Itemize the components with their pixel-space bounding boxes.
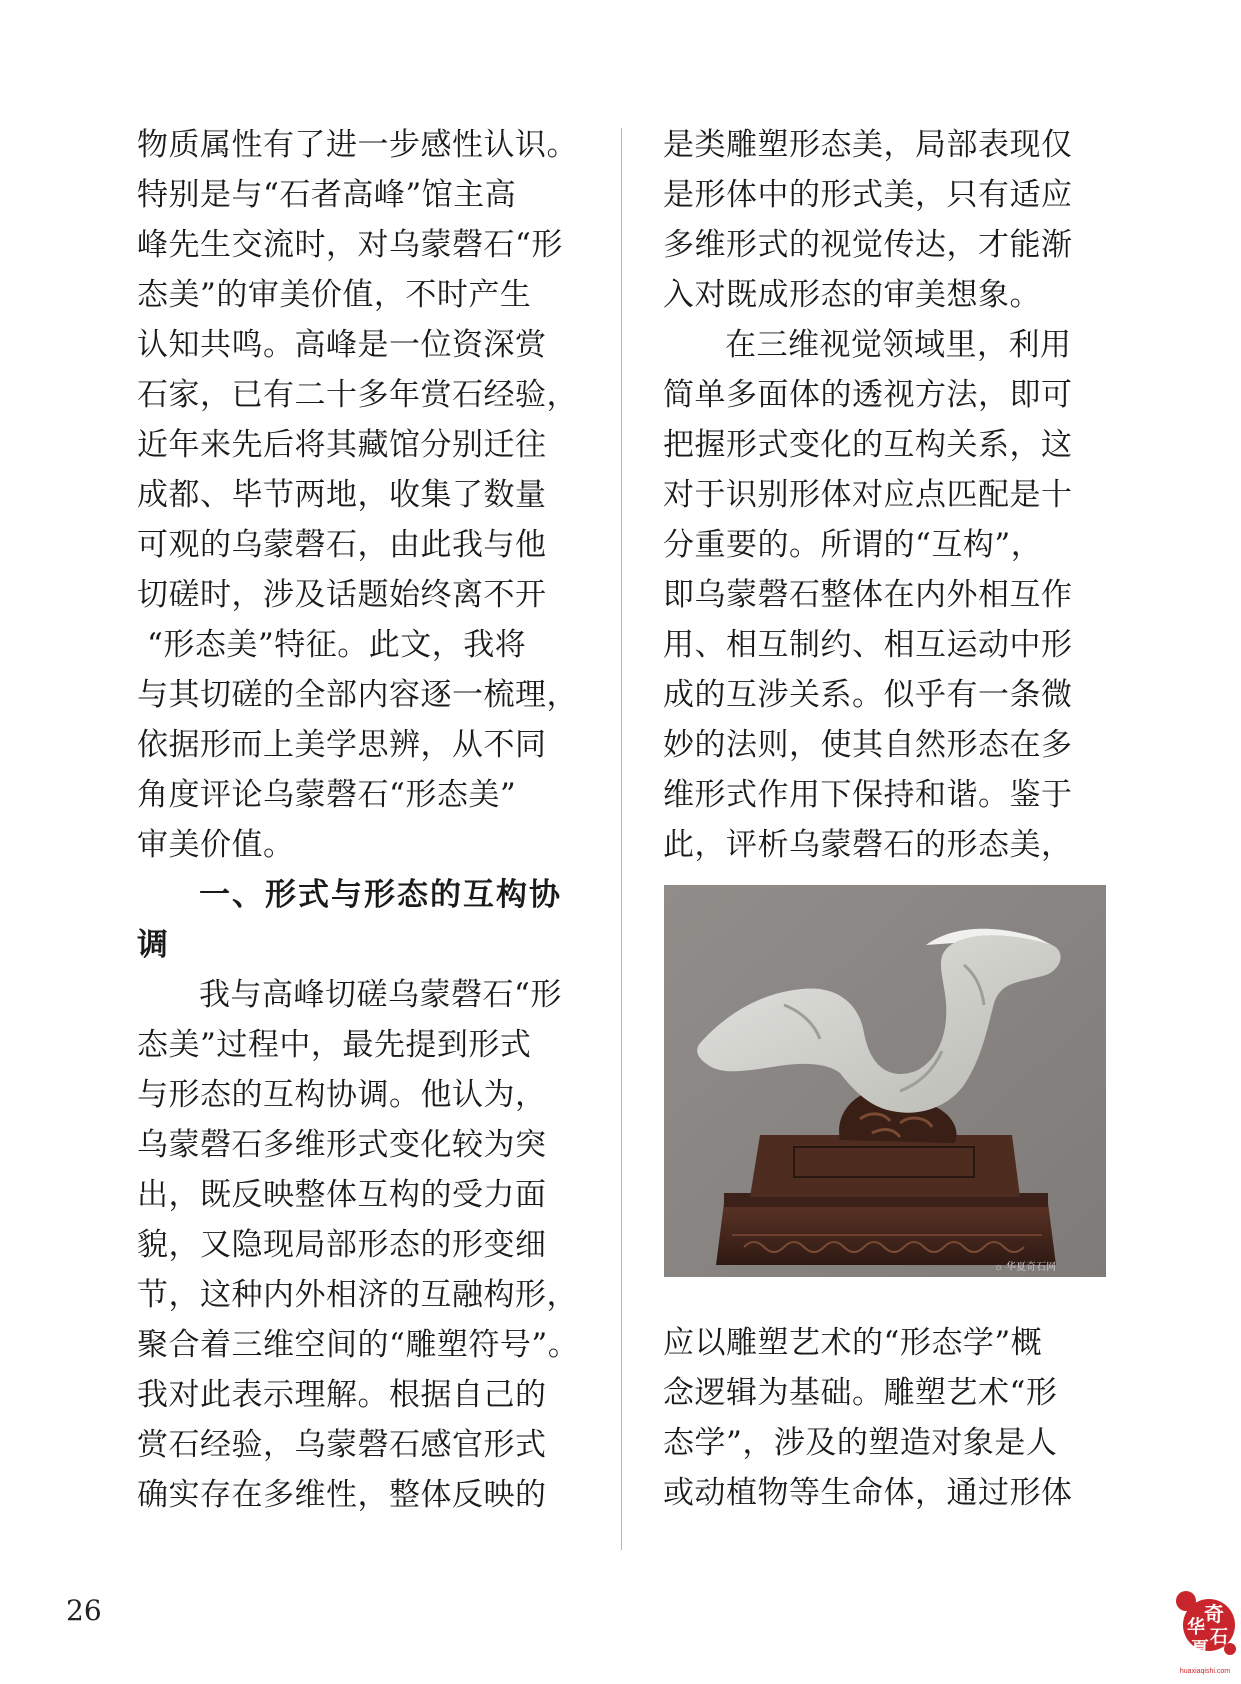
- text-line: 赏石经验，乌蒙磬石感官形式: [137, 1427, 547, 1463]
- stone-photo: [664, 885, 1106, 1277]
- section-heading: 调: [137, 927, 170, 963]
- logo-url: huaxiaqishi.com: [1179, 1668, 1231, 1675]
- text-line: 应以雕塑艺术的“形态学”概: [663, 1325, 1043, 1361]
- text-line: 是形体中的形式美，只有适应: [663, 177, 1073, 213]
- text-line: 念逻辑为基础。雕塑艺术“形: [663, 1375, 1058, 1411]
- text-line: 与形态的互构协调。他认为，: [137, 1077, 547, 1113]
- text-line: 对于识别形体对应点匹配是十: [663, 477, 1073, 513]
- text-line: 聚合着三维空间的“雕塑符号”。: [137, 1327, 580, 1363]
- text-line: 角度评论乌蒙磬石“形态美”: [137, 777, 517, 813]
- text-line: 在三维视觉领域里，利用: [725, 327, 1072, 363]
- text-line: “形态美”特征。此文，我将: [147, 627, 527, 663]
- text-line: 是类雕塑形态美，局部表现仅: [663, 127, 1073, 163]
- page-number: 26: [66, 1594, 102, 1627]
- text-line: 与其切磋的全部内容逐一梳理，: [137, 677, 578, 713]
- text-line: 切磋时，涉及话题始终离不开: [137, 577, 547, 613]
- text-line: 分重要的。所谓的“互构”，: [663, 527, 1043, 563]
- right-column-top: [663, 120, 1105, 870]
- text-line: 态学”，涉及的塑造对象是人: [663, 1425, 1058, 1461]
- column-divider: [621, 128, 622, 1550]
- text-line: 简单多面体的透视方法，即可: [663, 377, 1073, 413]
- text-line: 把握形式变化的互构关系，这: [663, 427, 1073, 463]
- logo-char-3: 华: [1187, 1617, 1205, 1638]
- text-line: 认知共鸣。高峰是一位资深赏: [137, 327, 547, 363]
- text-line: 或动植物等生命体，通过形体: [663, 1475, 1073, 1511]
- text-line: 近年来先后将其藏馆分别迁往: [137, 427, 547, 463]
- text-line: 峰先生交流时，对乌蒙磬石“形: [137, 227, 563, 263]
- text-line: 态美”过程中，最先提到形式: [137, 1027, 532, 1063]
- text-line: 石家，已有二十多年赏石经验，: [137, 377, 578, 413]
- text-line: 乌蒙磬石多维形式变化较为突: [137, 1127, 547, 1163]
- text-line: 物质属性有了进一步感性认识。: [137, 127, 578, 163]
- text-line: 即乌蒙磬石整体在内外相互作: [663, 577, 1073, 613]
- text-line: 多维形式的视觉传达，才能渐: [663, 227, 1073, 263]
- logo-char-2: 石: [1210, 1627, 1228, 1648]
- text-line: 入对既成形态的审美想象。: [663, 277, 1041, 313]
- text-line: 我对此表示理解。根据自己的: [137, 1377, 547, 1413]
- text-line: 态美”的审美价值，不时产生: [137, 277, 532, 313]
- text-line: 可观的乌蒙磬石，由此我与他: [137, 527, 547, 563]
- text-line: 维形式作用下保持和谐。鉴于: [663, 777, 1073, 813]
- text-line: 此，评析乌蒙磬石的形态美，: [663, 827, 1073, 863]
- logo-char-1: 奇: [1204, 1602, 1224, 1626]
- right-column-bottom: [663, 1318, 1105, 1518]
- text-line: 貌，又隐现局部形态的形变细: [137, 1227, 547, 1263]
- left-column: [137, 120, 580, 1520]
- photo-watermark: ☼ 华夏奇石网: [994, 1262, 1056, 1273]
- text-line: 成的互涉关系。似乎有一条微: [663, 677, 1073, 713]
- text-line: 出，既反映整体互构的受力面: [137, 1177, 547, 1213]
- text-line: 我与高峰切磋乌蒙磬石“形: [199, 977, 562, 1013]
- corner-logo[interactable]: [1172, 1587, 1238, 1679]
- text-line: 依据形而上美学思辨，从不同: [137, 727, 547, 763]
- section-heading: 一、形式与形态的互构协: [199, 877, 562, 913]
- text-line: 成都、毕节两地，收集了数量: [137, 477, 547, 513]
- text-line: 特别是与“石者高峰”馆主高: [137, 177, 517, 213]
- text-line: 节，这种内外相济的互融构形，: [137, 1277, 578, 1313]
- logo-char-4: 夏: [1191, 1639, 1209, 1660]
- text-line: 确实存在多维性，整体反映的: [137, 1477, 547, 1513]
- text-line: 妙的法则，使其自然形态在多: [663, 727, 1073, 763]
- text-line: 审美价值。: [137, 827, 295, 863]
- text-line: 用、相互制约、相互运动中形: [663, 627, 1073, 663]
